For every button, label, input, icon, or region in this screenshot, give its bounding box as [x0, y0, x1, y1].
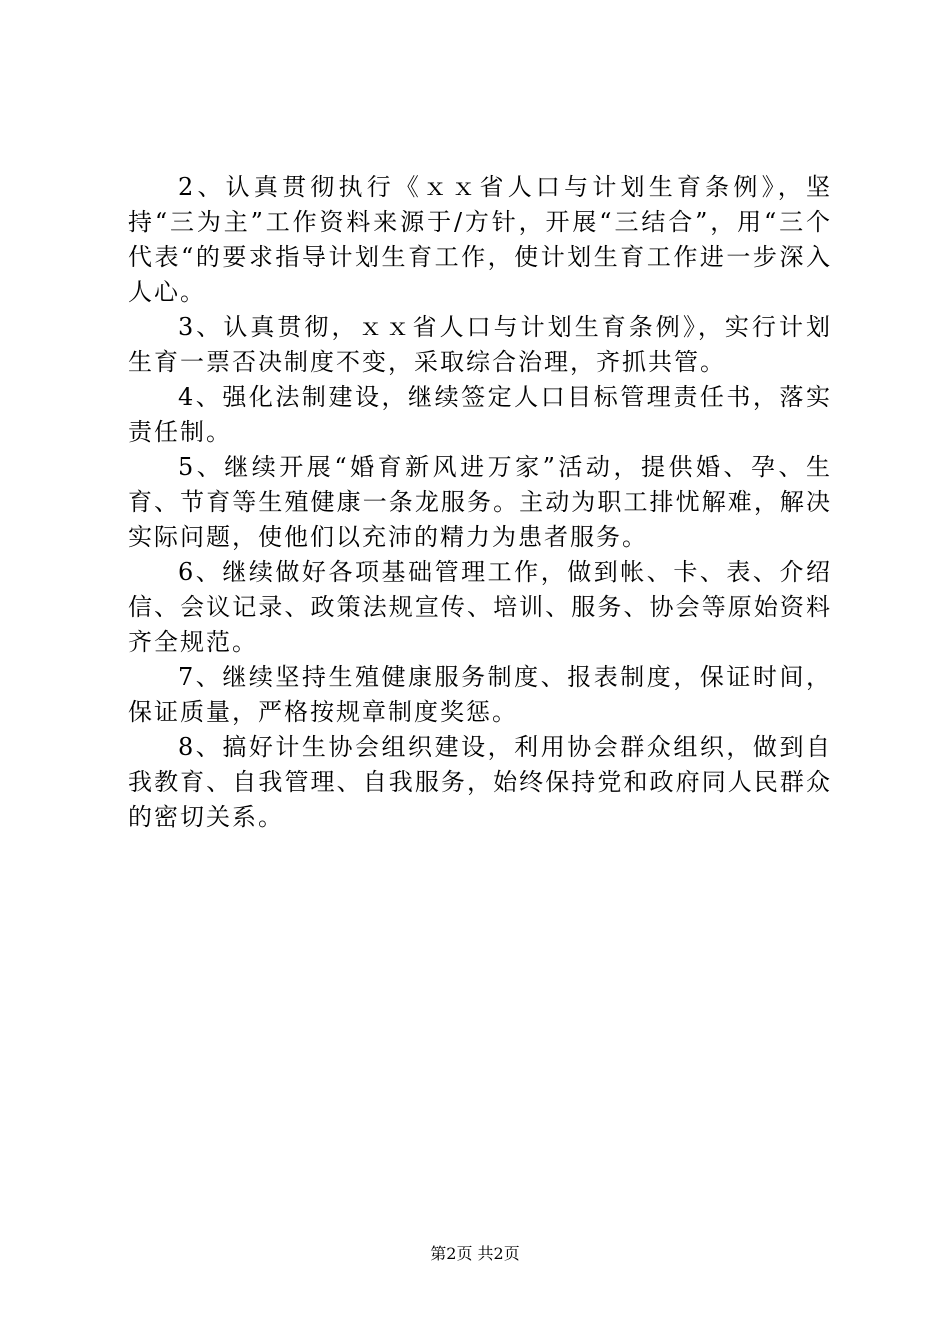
paragraph-item-2: 2、认真贯彻执行《ｘｘ省人口与计划生育条例》，坚持“三为主”工作资料来源于/方针，开展“三结合”，用“三个代表“的要求指导计划生育工作，使计划生育工作进一步深入人心。 [128, 173, 832, 306]
document-body [128, 170, 832, 835]
paragraph-item-3: 3、认真贯彻，ｘｘ省人口与计划生育条例》，实行计划生育一票否决制度不变，采取综合治理，齐抓共管。 [128, 313, 832, 376]
paragraph-item-6: 6、继续做好各项基础管理工作，做到帐、卡、表、介绍信、会议记录、政策法规宣传、培训、服务、协会等原始资料齐全规范。 [128, 558, 832, 656]
paragraph-item-4: 4、强化法制建设，继续签定人口目标管理责任书，落实责任制。 [128, 383, 832, 446]
page-number-footer: 第2页 共2页 [430, 1244, 520, 1263]
paragraph-item-7: 7、继续坚持生殖健康服务制度、报表制度，保证时间，保证质量，严格按规章制度奖惩。 [128, 663, 832, 726]
paragraph-item-8: 8、搞好计生协会组织建设，利用协会群众组织，做到自我教育、自我管理、自我服务，始终保持党和政府同人民群众的密切关系。 [128, 733, 832, 831]
paragraph-item-5: 5、继续开展“婚育新风进万家”活动，提供婚、孕、生育、节育等生殖健康一条龙服务。主动为职工排忧解难，解决实际问题，使他们以充沛的精力为患者服务。 [128, 453, 832, 551]
